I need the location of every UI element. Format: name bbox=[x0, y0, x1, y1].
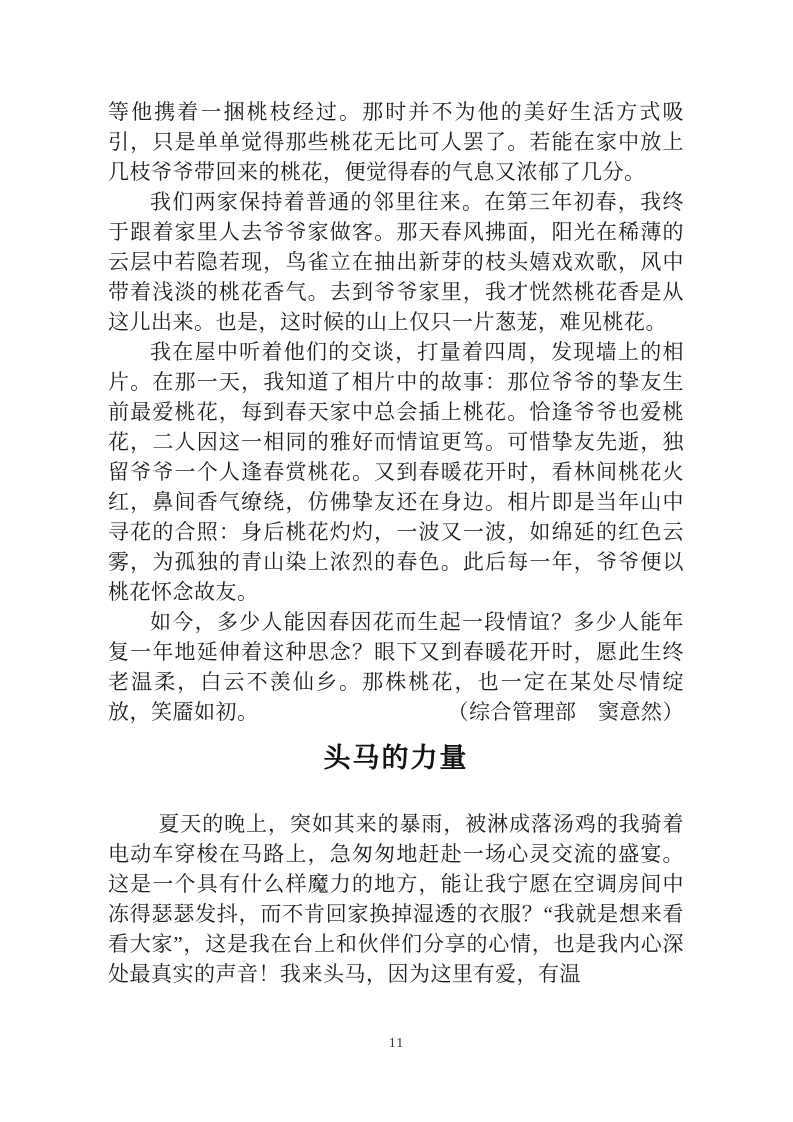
toastmasters-paragraph-1: 夏天的晚上，突如其来的暴雨，被淋成落汤鸡的我骑着电动车穿梭在马路上，急匆匆地赶赴一场心灵交流的盛宴。这是一个具有什么样魔力的地方，能让我宁愿在空调房间中冻得瑟瑟发抖，而不肯回家换掉湿透的衣服？“我就是想来看看大家”，这是我在台上和伙伴们分享的心情，也是我内心深处最真实的声音！我来头马，因为这里有爱，有温 bbox=[108, 812, 684, 986]
peach-paragraph-4-text: 如今，多少人能因春因花而生起一段情谊？多少人能年复一年地延伸着这种思念？眼下又到春暖花开时，愿此生终老温柔，白云不羡仙乡。那株桃花，也一定在某处尽情绽放，笑靥如初。 bbox=[108, 610, 684, 724]
peach-paragraph-4 bbox=[108, 607, 684, 727]
peach-paragraph-continuation: 等他携着一捆桃枝经过。那时并不为他的美好生活方式吸引，只是单单觉得那些桃花无比可人罢了。若能在家中放上几枝爷爷带回来的桃花，便觉得春的气息又浓郁了几分。 bbox=[108, 100, 684, 184]
peach-paragraph-3: 我在屋中听着他们的交谈，打量着四周，发现墙上的相片。在那一天，我知道了相片中的故事：那位爷爷的挚友生前最爱桃花，每到春天家中总会插上桃花。恰逢爷爷也爱桃花，二人因这一相同的雅好而情谊更笃。可惜挚友先逝，独留爷爷一个人逢春赏桃花。又到春暖花开时，看林间桃花火红，鼻间香气缭绕，仿佛挚友还在身边。相片即是当年山中寻花的合照：身后桃花灼灼，一波又一波，如绵延的红色云雾，为孤独的青山染上浓烈的春色。此后每一年，爷爷便以桃花怀念故友。 bbox=[108, 340, 684, 604]
page-number: 11 bbox=[388, 1036, 405, 1051]
article-attribution: （综合管理部 窦意然） bbox=[447, 700, 684, 724]
article-title: 头马的力量 bbox=[323, 743, 469, 773]
peach-paragraph-2: 我们两家保持着普通的邻里往来。在第三年初春，我终于跟着家里人去爷爷家做客。那天春风拂面，阳光在稀薄的云层中若隐若现，鸟雀立在抽出新芽的枝头嬉戏欢歌，风中带着浅淡的桃花香气。去到爷爷家里，我才恍然桃花香是从这儿出来。也是，这时候的山上仅只一片葱茏，难见桃花。 bbox=[108, 190, 684, 334]
